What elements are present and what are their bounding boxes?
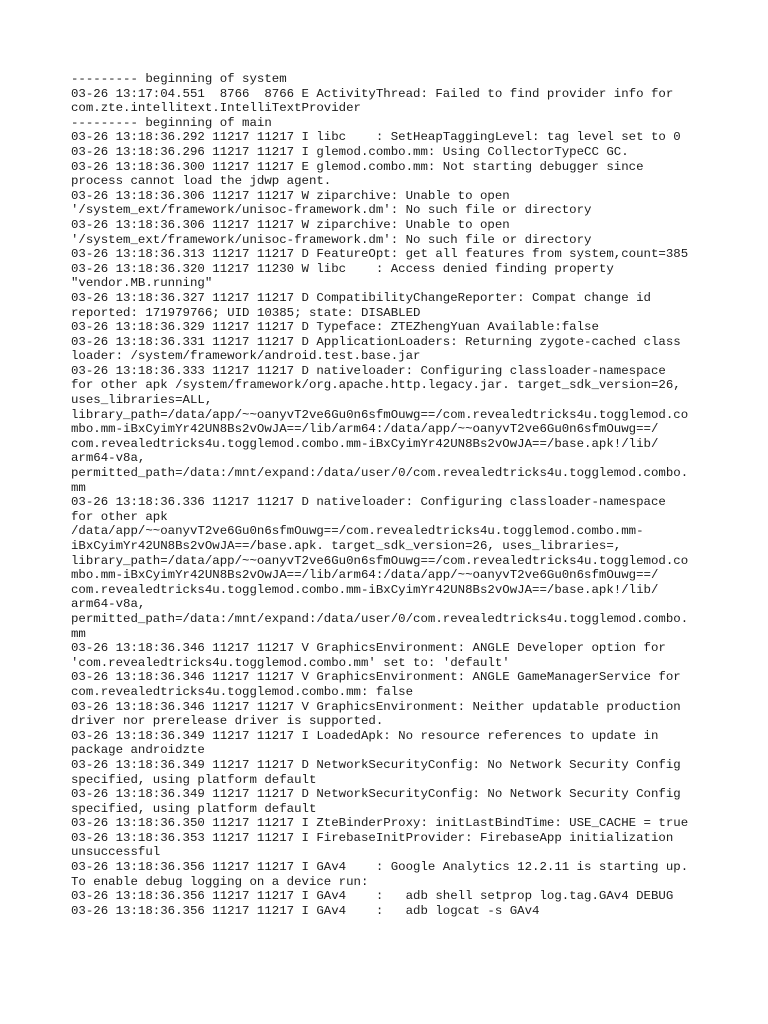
log-line: com.zte.intellitext.IntelliTextProvider [71,101,361,116]
log-line: com.revealedtricks4u.togglemod.combo.mm-iBxCyimYr42UN8Bs2vOwJA==/base.apk!/lib/ [71,436,659,451]
log-line: mbo.mm-iBxCyimYr42UN8Bs2vOwJA==/lib/arm64:/data/app/~~oanyvT2ve6Gu0n6sfmOuwg==/ [71,422,659,437]
log-line: unsuccessful [71,845,161,860]
log-line: permitted_path=/data:/mnt/expand:/data/user/0/com.revealedtricks4u.togglemod.combo. [71,611,689,626]
log-line: 03-26 13:18:36.346 11217 11217 V GraphicsEnvironment: ANGLE GameManagerService for [71,670,681,685]
log-line: reported: 171979766; UID 10385; state: DISABLED [71,305,421,320]
log-line: library_path=/data/app/~~oanyvT2ve6Gu0n6sfmOuwg==/com.revealedtricks4u.togglemod.co [71,407,689,422]
log-line: mbo.mm-iBxCyimYr42UN8Bs2vOwJA==/lib/arm64:/data/app/~~oanyvT2ve6Gu0n6sfmOuwg==/ [71,568,659,583]
log-line: 03-26 13:18:36.306 11217 11217 W ziparchive: Unable to open [71,217,510,232]
log-line: 03-26 13:18:36.356 11217 11217 I GAv4 : Google Analytics 12.2.11 is starting up. [71,860,689,875]
log-line: 03-26 13:18:36.329 11217 11217 D Typeface: ZTEZhengYuan Available:false [71,320,599,335]
log-line: com.revealedtricks4u.togglemod.combo.mm-iBxCyimYr42UN8Bs2vOwJA==/base.apk!/lib/ [71,582,659,597]
log-line: 03-26 13:18:36.356 11217 11217 I GAv4 : adb shell setprop log.tag.GAv4 DEBUG [71,889,674,904]
log-line: "vendor.MB.running" [71,276,213,291]
log-line: 03-26 13:18:36.346 11217 11217 V GraphicsEnvironment: Neither updatable production [71,699,681,714]
log-line: 03-26 13:18:36.346 11217 11217 V GraphicsEnvironment: ANGLE Developer option for [71,641,666,656]
log-line: com.revealedtricks4u.togglemod.combo.mm: false [71,684,414,699]
log-line: 03-26 13:18:36.353 11217 11217 I FirebaseInitProvider: FirebaseApp initialization [71,830,674,845]
log-line: driver nor prerelease driver is supported. [71,714,384,729]
log-line: 03-26 13:18:36.356 11217 11217 I GAv4 : adb logcat -s GAv4 [71,903,540,918]
log-line: process cannot load the jdwp agent. [71,174,332,189]
log-line: --------- beginning of system [71,72,287,86]
log-line: 03-26 13:18:36.327 11217 11217 D CompatibilityChangeReporter: Compat change id [71,290,651,305]
log-line: 03-26 13:18:36.350 11217 11217 I ZteBinderProxy: initLastBindTime: USE_CACHE = true [71,816,689,831]
log-line: 'com.revealedtricks4u.togglemod.combo.mm' set to: 'default' [71,655,510,670]
log-line: library_path=/data/app/~~oanyvT2ve6Gu0n6sfmOuwg==/com.revealedtricks4u.togglemod.co [71,553,689,568]
log-text [71,72,711,918]
log-line: mm [71,626,86,641]
log-line: 03-26 13:18:36.349 11217 11217 D NetworkSecurityConfig: No Network Security Config [71,757,681,772]
log-line: --------- beginning of main [71,115,272,130]
log-line: uses_libraries=ALL, [71,393,213,408]
log-line: iBxCyimYr42UN8Bs2vOwJA==/base.apk. target_sdk_version=26, uses_libraries=, [71,539,622,553]
log-line: 03-26 13:18:36.313 11217 11217 D FeatureOpt: get all features from system,count=385 [71,247,689,262]
log-line: package androidzte [71,743,205,758]
log-line: 03-26 13:18:36.320 11217 11230 W libc : Access denied finding property [71,261,614,276]
log-line: '/system_ext/framework/unisoc-framework.dm': No such file or directory [71,232,592,247]
log-line: specified, using platform default [71,772,317,787]
log-line: arm64-v8a, [71,451,146,466]
log-line: for other apk [71,509,168,524]
log-line: for other apk /system/framework/org.apache.http.legacy.jar. target_sdk_version=26, [71,378,681,393]
log-line: 03-26 13:18:36.349 11217 11217 D NetworkSecurityConfig: No Network Security Config [71,787,681,802]
log-line: '/system_ext/framework/unisoc-framework.dm': No such file or directory [71,203,592,218]
log-line: permitted_path=/data:/mnt/expand:/data/user/0/com.revealedtricks4u.togglemod.combo. [71,466,689,481]
log-line: To enable debug logging on a device run: [71,874,369,889]
log-line: 03-26 13:18:36.349 11217 11217 I LoadedApk: No resource references to update in [71,728,659,743]
log-line: 03-26 13:18:36.336 11217 11217 D nativeloader: Configuring classloader-namespace [71,495,666,510]
log-line: mm [71,480,86,495]
log-line: 03-26 13:18:36.306 11217 11217 W ziparchive: Unable to open [71,188,510,203]
log-line: 03-26 13:18:36.292 11217 11217 I libc : SetHeapTaggingLevel: tag level set to 0 [71,130,681,145]
log-line: 03-26 13:18:36.331 11217 11217 D ApplicationLoaders: Returning zygote-cached class [71,334,681,349]
log-line: /data/app/~~oanyvT2ve6Gu0n6sfmOuwg==/com.revealedtricks4u.togglemod.combo.mm- [71,524,644,539]
log-line: arm64-v8a, [71,597,146,612]
log-line: 03-26 13:17:04.551 8766 8766 E ActivityThread: Failed to find provider info for [71,86,674,101]
log-line: specified, using platform default [71,801,317,816]
log-line: 03-26 13:18:36.296 11217 11217 I glemod.combo.mm: Using CollectorTypeCC GC. [71,144,629,159]
log-line: 03-26 13:18:36.300 11217 11217 E glemod.combo.mm: Not starting debugger since [71,159,644,174]
log-line: 03-26 13:18:36.333 11217 11217 D nativeloader: Configuring classloader-namespace [71,363,666,378]
log-line: loader: /system/framework/android.test.base.jar [71,349,421,364]
